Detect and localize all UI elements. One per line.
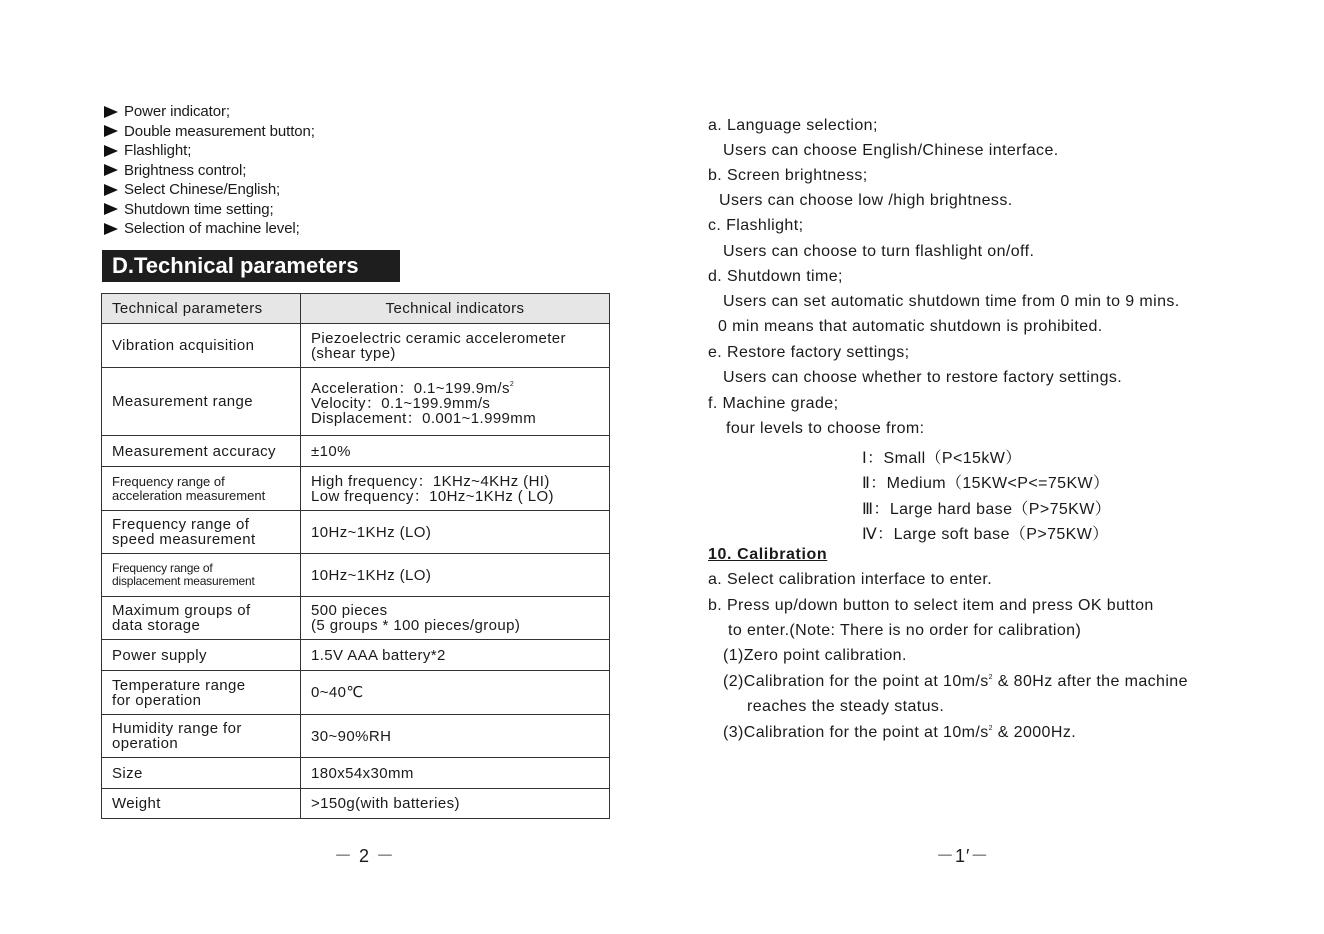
list-item: Flashlight;	[104, 141, 315, 161]
list-item: Select Chinese/English;	[104, 180, 315, 200]
table-row	[102, 436, 610, 467]
calibration-step: a. Select calibration interface to enter.	[708, 571, 993, 588]
list-item: Selection of machine level;	[104, 219, 315, 239]
calibration-step: to enter.(Note: There is no order for calibration)	[728, 622, 1082, 639]
table-row	[102, 324, 610, 368]
table-row	[102, 511, 610, 554]
list-item: Brightness control;	[104, 161, 315, 181]
setting-heading: d. Shutdown time;	[708, 268, 843, 285]
calibration-step: (1)Zero point calibration.	[723, 647, 907, 664]
indicator-cell: ±10%	[301, 436, 610, 467]
machine-grade-option: Ⅲ：Large hard base（P>75KW）	[862, 501, 1112, 518]
table-row	[102, 789, 610, 819]
indicator-cell: High frequency：1KHz~4KHz (HI) Low frequency：10Hz~1KHz ( LO)	[301, 467, 610, 511]
setting-description: Users can choose to turn flashlight on/off.	[723, 243, 1035, 260]
setting-heading: f. Machine grade;	[708, 395, 839, 412]
param-cell: Size	[102, 758, 301, 789]
list-item: Shutdown time setting;	[104, 200, 315, 220]
arrow-bullet-icon	[104, 223, 118, 235]
indicator-cell: 30~90%RH	[301, 715, 610, 758]
indicator-cell: Acceleration：$0.1\sim 199.9m/s^2$ Velocity：0.1~199.9mm/s Displacement：0.001~1.999mm	[301, 368, 610, 436]
param-cell: Measurement range	[102, 368, 301, 436]
param-cell: Vibration acquisition	[102, 324, 301, 368]
table-row	[102, 597, 610, 640]
indicator-cell: 180x54x30mm	[301, 758, 610, 789]
setting-heading: c. Flashlight;	[708, 217, 804, 234]
arrow-bullet-icon	[104, 145, 118, 157]
table-row	[102, 368, 610, 436]
setting-description: Users can choose whether to restore factory settings.	[723, 369, 1123, 386]
setting-heading: e. Restore factory settings;	[708, 344, 910, 361]
page-number: －1′－	[936, 846, 990, 866]
param-cell: Measurement accuracy	[102, 436, 301, 467]
param-cell: Frequency range of speed measurement	[102, 511, 301, 554]
table-row	[102, 554, 610, 597]
arrow-bullet-icon	[104, 125, 118, 137]
setting-description: Users can choose low /high brightness.	[719, 192, 1013, 209]
arrow-bullet-icon	[104, 203, 118, 215]
arrow-bullet-icon	[104, 184, 118, 196]
table-header-row	[102, 294, 610, 324]
param-cell: Temperature range for operation	[102, 671, 301, 715]
calibration-heading: 10. Calibration	[708, 546, 828, 563]
param-cell: Frequency range of acceleration measurement	[102, 467, 301, 511]
setting-description: Users can choose English/Chinese interface.	[723, 142, 1059, 159]
machine-grade-option: Ⅱ：Medium（15KW<P<=75KW）	[862, 475, 1110, 492]
arrow-bullet-icon	[104, 164, 118, 176]
indicator-cell: 10Hz~1KHz (LO)	[301, 554, 610, 597]
indicator-cell: Piezoelectric ceramic accelerometer (shear type)	[301, 324, 610, 368]
indicator-cell: >150g(with batteries)	[301, 789, 610, 819]
list-item: Double measurement button;	[104, 122, 315, 142]
column-header-indicators: Technical indicators	[301, 294, 610, 324]
setting-heading: a. Language selection;	[708, 117, 878, 134]
setting-heading: b. Screen brightness;	[708, 167, 868, 184]
table-row	[102, 758, 610, 789]
indicator-cell: 1.5V AAA battery*2	[301, 640, 610, 671]
table-row	[102, 671, 610, 715]
param-cell: Maximum groups of data storage	[102, 597, 301, 640]
arrow-bullet-icon	[104, 106, 118, 118]
page-number: － 2 －	[334, 846, 396, 866]
right-page	[662, 0, 1324, 934]
setting-description: 0 min means that automatic shutdown is prohibited.	[718, 318, 1103, 335]
calibration-step: reaches the steady status.	[747, 698, 945, 715]
table-row	[102, 467, 610, 511]
table-row	[102, 715, 610, 758]
column-header-parameters: Technical parameters	[102, 294, 301, 324]
calibration-step: b. Press up/down button to select item and press OK button	[708, 597, 1154, 614]
section-heading: D.Technical parameters	[102, 250, 400, 282]
machine-grade-option: Ⅰ：Small（P<15kW）	[862, 450, 1022, 467]
table-row	[102, 640, 610, 671]
param-cell: Humidity range for operation	[102, 715, 301, 758]
indicator-cell: 10Hz~1KHz (LO)	[301, 511, 610, 554]
param-cell: Weight	[102, 789, 301, 819]
setting-description: four levels to choose from:	[726, 420, 925, 437]
indicator-cell: 0~40℃	[301, 671, 610, 715]
calibration-step: (2)Calibration for the point at $10m/s^2$ & 80Hz after the machine	[723, 673, 1188, 690]
setting-description: Users can set automatic shutdown time from 0 min to 9 mins.	[723, 293, 1180, 310]
feature-bullet-list	[104, 102, 315, 239]
list-item: Power indicator;	[104, 102, 315, 122]
technical-parameters-table	[101, 293, 610, 819]
param-cell: Frequency range of displacement measurement	[102, 554, 301, 597]
param-cell: Power supply	[102, 640, 301, 671]
machine-grade-option: Ⅳ：Large soft base（P>75KW）	[862, 526, 1109, 543]
calibration-step: (3)Calibration for the point at $10m/s^2$ & 2000Hz.	[723, 724, 1077, 741]
indicator-cell: 500 pieces (5 groups * 100 pieces/group)	[301, 597, 610, 640]
